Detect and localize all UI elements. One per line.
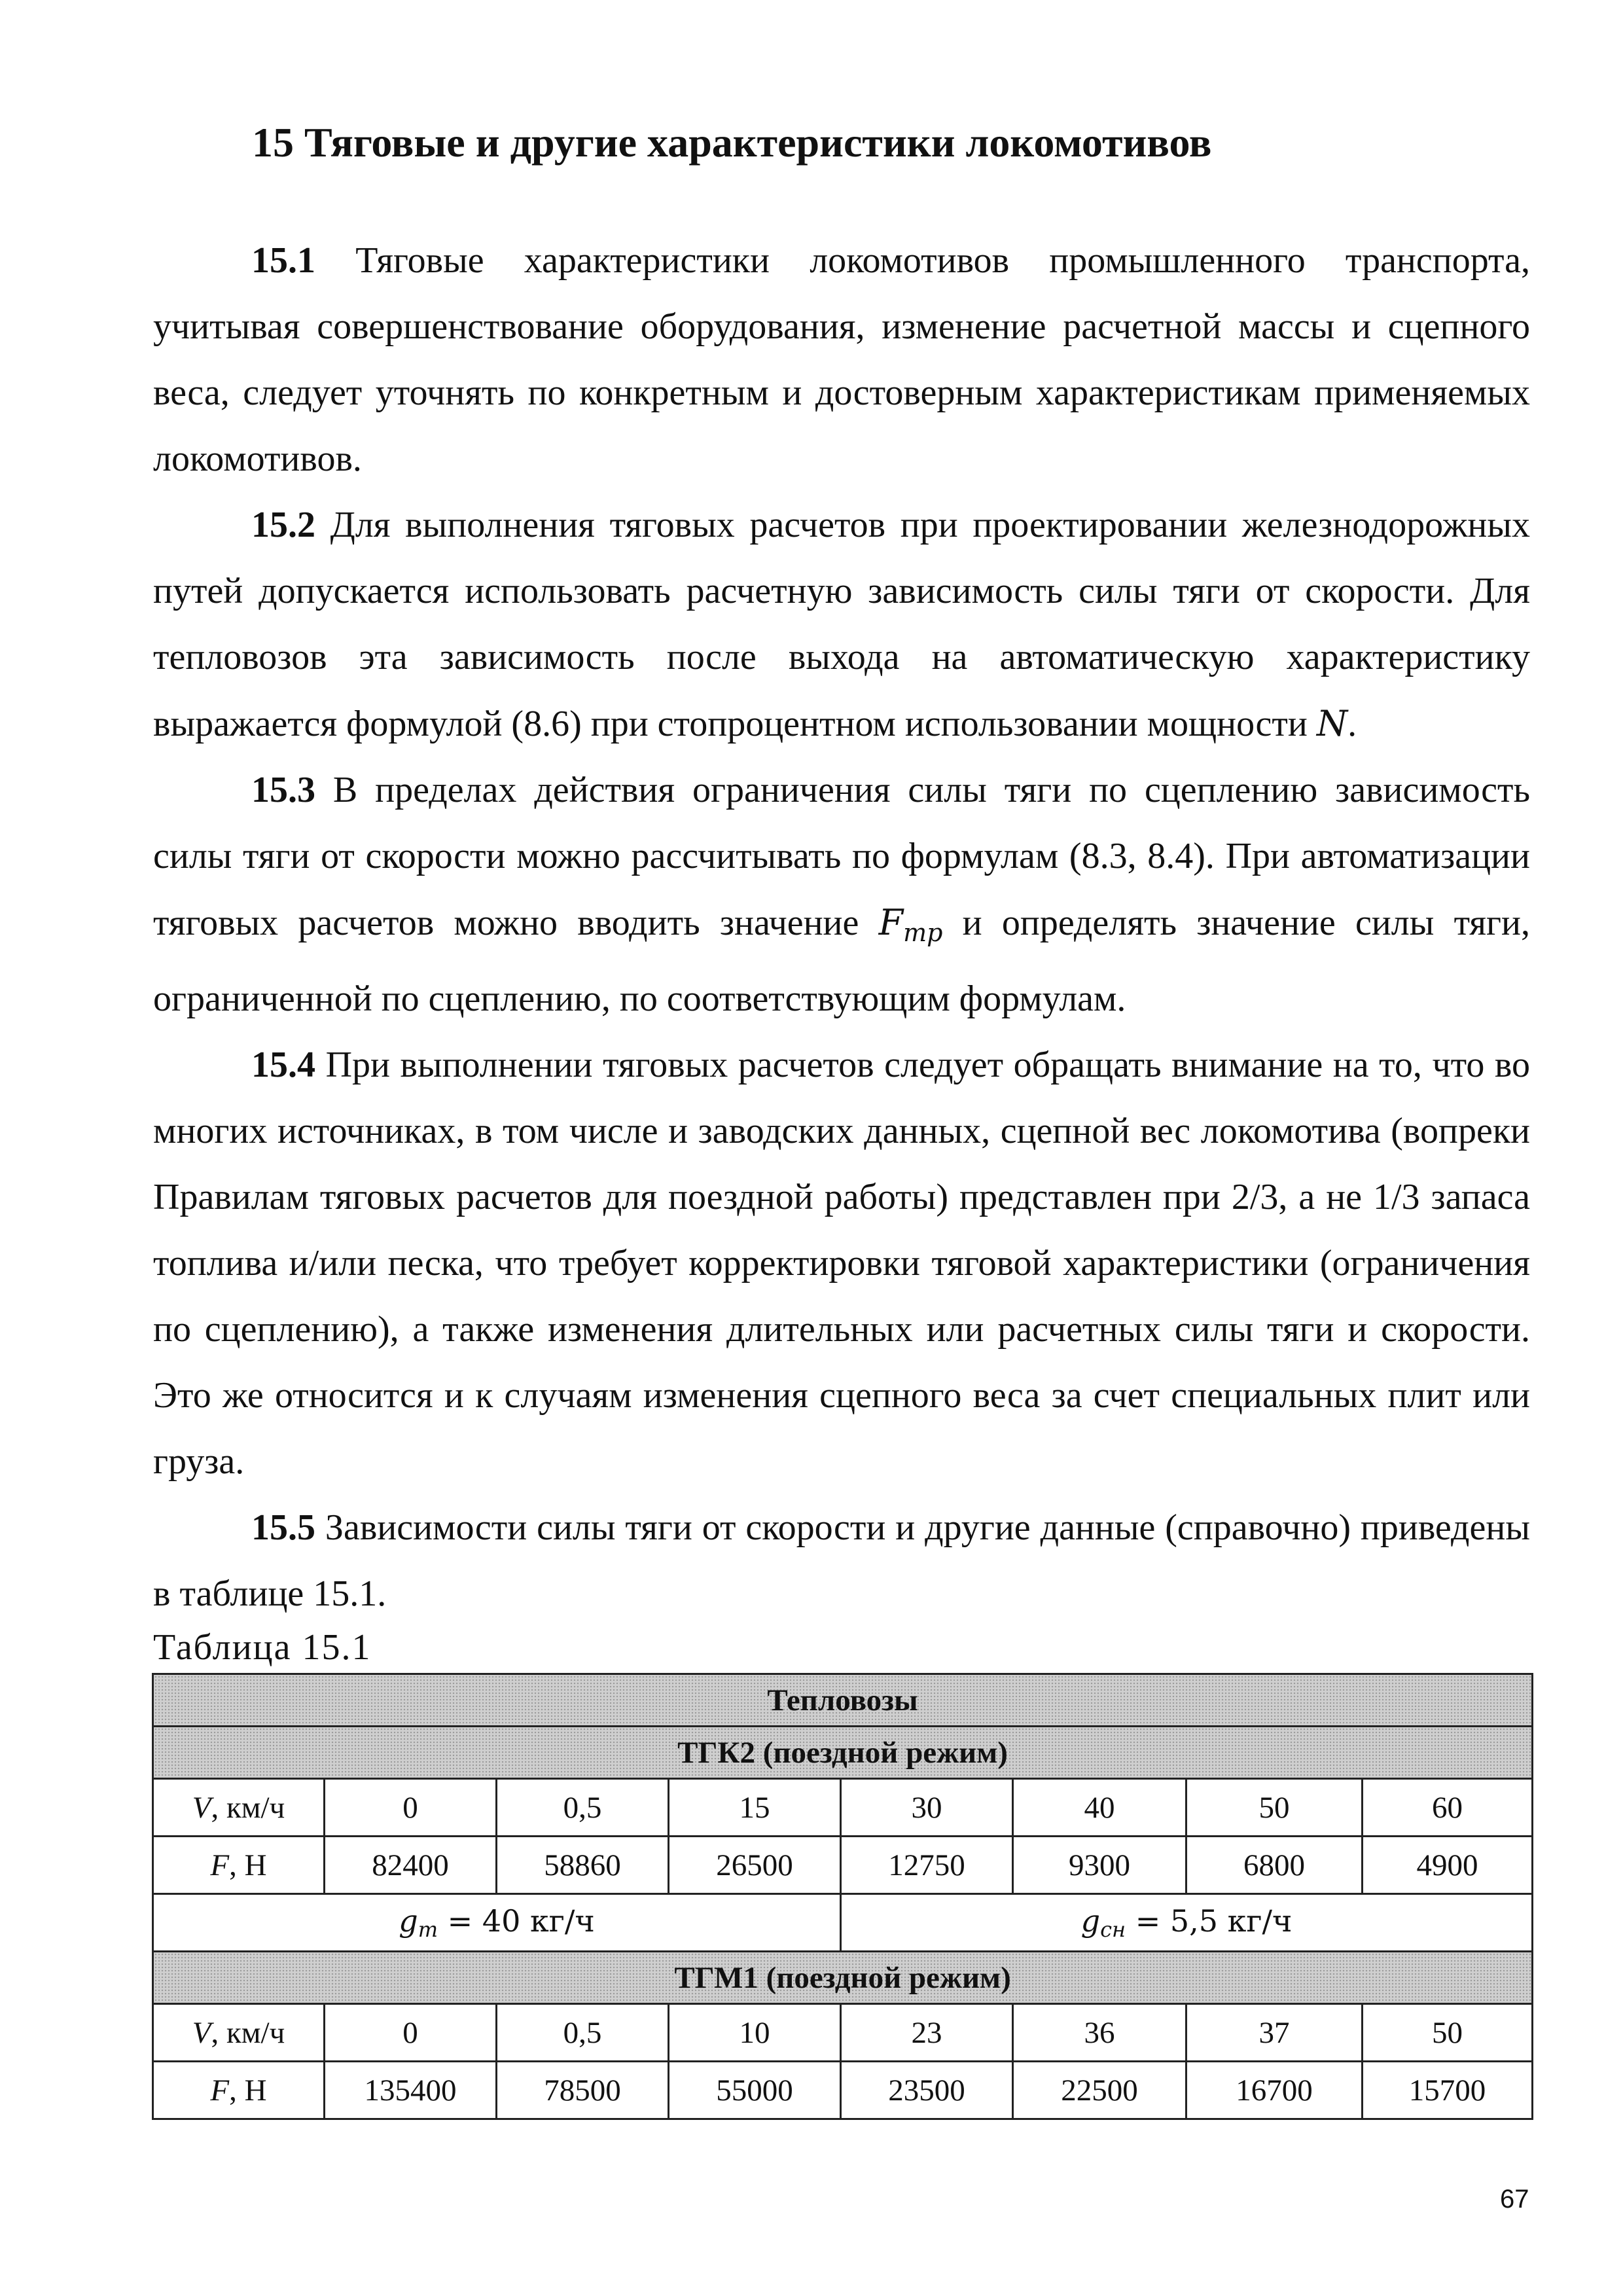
formula-variable: g [1080, 1903, 1101, 1939]
label-unit: , км/ч [211, 2015, 285, 2050]
row-label-force [153, 2062, 325, 2119]
formula-subscript: m [418, 1917, 438, 1942]
table-cell: 36 [1013, 2004, 1186, 2062]
table-cell: 50 [1186, 1779, 1363, 1837]
paragraph-15-3 [153, 757, 1530, 1032]
paragraph-number: 15.5 [251, 1507, 315, 1548]
table-cell: 50 [1363, 2004, 1533, 2062]
table-cell: 58860 [497, 1837, 669, 1894]
label-symbol: F [210, 2073, 230, 2108]
formula-value: = 5,5 кг/ч [1126, 1903, 1293, 1939]
table-cell: 12750 [841, 1837, 1013, 1894]
table-row [153, 2062, 1533, 2119]
math-symbol-n: N [1316, 703, 1348, 744]
table-cell: 15700 [1363, 2062, 1533, 2119]
table-cell: 22500 [1013, 2062, 1186, 2119]
paragraph-text: В пределах действия ограничения силы тяги по сцеплению зависимость силы тяги от скорости можно рассчитывать по формулам (8.3, 8.4). При автоматизации тяговых расчетов можно вводить значение [153, 770, 1530, 943]
paragraph-15-2 [153, 492, 1530, 757]
table-cell: 78500 [497, 2062, 669, 2119]
table-cell: 40 [1013, 1779, 1186, 1837]
section-heading: 15 Тяговые и другие характеристики локомотивов [252, 119, 1212, 166]
paragraph-number: 15.1 [251, 240, 315, 281]
paragraph-number: 15.4 [251, 1045, 315, 1085]
table-cell: 15 [669, 1779, 841, 1837]
paragraph-15-4 [153, 1032, 1530, 1495]
label-symbol: V [192, 1790, 211, 1825]
sand-consumption-cell [841, 1894, 1533, 1952]
paragraph-tail: . [1347, 704, 1357, 744]
paragraph-tail: и определять значение силы тяги, ограниченной по сцеплению, по соответствующим формулам. [153, 903, 1530, 1019]
paragraph-text: При выполнении тяговых расчетов следует обращать внимание на то, что во многих источниках, в том числе и заводских данных, сцепной вес локомотива (вопреки Правилам тяговых расчетов для поездной работы) представлен при 2/3, а не 1/3 запаса топлива и/или песка, что требует корректировки тяговой характеристики (ограничения по сцеплению), а также изменения длительных или расчетных силы тяги и скорости. Это же относится и к случаям изменения сцепного веса за счет специальных плит или груза. [153, 1045, 1530, 1482]
table-cell: 0,5 [497, 1779, 669, 1837]
fuel-consumption-cell [153, 1894, 841, 1952]
body-text [153, 228, 1530, 1627]
table-cell: 6800 [1186, 1837, 1363, 1894]
table-cell: 37 [1186, 2004, 1363, 2062]
table-caption: Таблица 15.1 [153, 1627, 372, 1668]
label-symbol: V [192, 2015, 211, 2050]
paragraph-text: Тяговые характеристики локомотивов промышленного транспорта, учитывая совершенствование оборудования, изменение расчетной массы и сцепного веса, следует уточнять по конкретным и достоверным характеристикам применяемых локомотивов. [153, 240, 1530, 479]
label-unit: , Н [229, 1848, 267, 1882]
paragraph-text: Для выполнения тяговых расчетов при проектировании железнодорожных путей допускается использовать расчетную зависимость силы тяги от скорости. Для тепловозов эта зависимость после выхода на автоматическую характеристику выражается формулой (8.6) при стопроцентном использовании мощности [153, 505, 1530, 744]
section-title-tgk2: ТГК2 (поездной режим) [153, 1727, 1533, 1779]
table-cell: 23 [841, 2004, 1013, 2062]
table-row [153, 1779, 1533, 1837]
paragraph-text: Зависимости силы тяги от скорости и другие данные (справочно) приведены в таблице 15.1. [153, 1507, 1530, 1614]
label-symbol: F [210, 1848, 230, 1882]
table-cell: 55000 [669, 2062, 841, 2119]
table-cell: 0,5 [497, 2004, 669, 2062]
table-group-row [153, 1674, 1533, 1727]
section-title-tgm1: ТГМ1 (поездной режим) [153, 1952, 1533, 2004]
row-label-speed [153, 2004, 325, 2062]
formula-value: = 40 кг/ч [438, 1903, 595, 1939]
locomotive-table [152, 1673, 1533, 2120]
math-symbol-base: F [878, 902, 904, 943]
table-cell: 60 [1363, 1779, 1533, 1837]
table-cell: 9300 [1013, 1837, 1186, 1894]
table-cell: 23500 [841, 2062, 1013, 2119]
table-cell: 0 [325, 2004, 497, 2062]
formula-variable: g [399, 1903, 418, 1939]
paragraph-15-1 [153, 228, 1530, 492]
math-symbol-f-tr [878, 902, 943, 947]
paragraph-number: 15.2 [251, 505, 315, 545]
paragraph-number: 15.3 [251, 770, 315, 810]
table-section-row [153, 1952, 1533, 2004]
table-cell: 4900 [1363, 1837, 1533, 1894]
table-row [153, 1837, 1533, 1894]
page-number: 67 [1500, 2185, 1529, 2214]
row-label-force [153, 1837, 325, 1894]
table-cell: 30 [841, 1779, 1013, 1837]
paragraph-15-5 [153, 1495, 1530, 1627]
group-title: Тепловозы [153, 1674, 1533, 1727]
table-row [153, 2004, 1533, 2062]
table-cell: 10 [669, 2004, 841, 2062]
table-section-row [153, 1727, 1533, 1779]
table-cell: 135400 [325, 2062, 497, 2119]
row-label-speed [153, 1779, 325, 1837]
math-symbol-subscript: тр [903, 918, 943, 947]
label-unit: , Н [229, 2073, 267, 2108]
table-cell: 0 [325, 1779, 497, 1837]
table-cell: 82400 [325, 1837, 497, 1894]
formula-subscript: сн [1100, 1917, 1126, 1942]
table-row [153, 1894, 1533, 1952]
table-cell: 16700 [1186, 2062, 1363, 2119]
table-cell: 26500 [669, 1837, 841, 1894]
label-unit: , км/ч [211, 1790, 285, 1825]
